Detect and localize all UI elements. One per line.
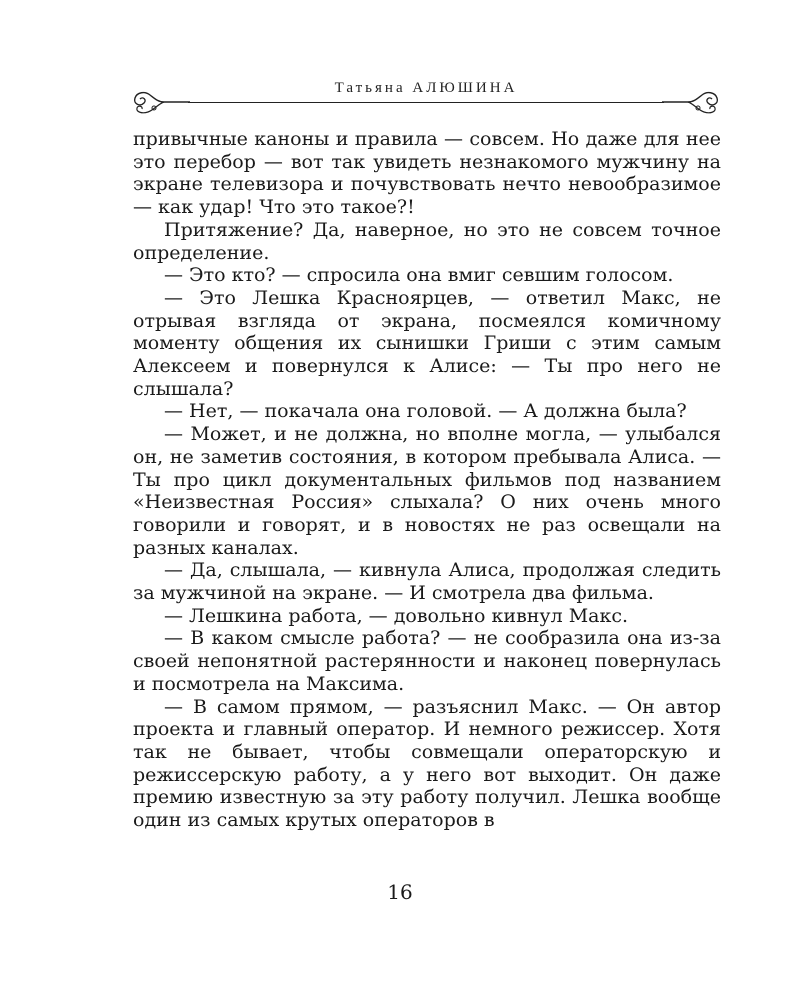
author-first-name: Татьяна xyxy=(334,80,406,96)
paragraph: — В самом прямом, — разъяснил Макс. — Он автор проекта и главный оператор. И немного режиссер. Хотя так не бывает, чтобы совмещали операторскую и режиссерскую работу, а у него вот выходит. Он даже премию известную за эту работу получил. Лешка вообще один из самых крутых операторов в xyxy=(133,695,721,832)
paragraph: Притяжение? Да, наверное, но это не совсем точное определение. xyxy=(133,218,721,264)
paragraph: — Нет, — покачала она головой. — А должна была? xyxy=(164,400,687,423)
page-number: 16 xyxy=(387,880,413,904)
paragraph: — Это Лешка Красноярцев, — ответил Макс, не отрывая взгляда от экрана, посмеялся комичному моменту общения их сынишки Гриши с этим самым Алексеем и повернулся к Алисе: — Ты про него не слышала? xyxy=(133,286,721,400)
paragraph: привычные каноны и правила — совсем. Но даже для нее это перебор — вот так увидеть незнакомого мужчину на экране телевизора и почувствовать нечто невообразимое — как удар! Что это такое?! xyxy=(133,128,721,219)
author-last-name: АЛЮШИНА xyxy=(412,80,518,96)
paragraph: — Может, и не должна, но вполне могла, — улыбался он, не заметив состояния, в котором пребывала Алиса. — Ты про цикл документальных фильмов под названием «Неизвестная Россия» слыхала? О них очень много говорили и говорят, и в новостях не раз освещали на разных каналах. xyxy=(133,423,721,559)
body-text xyxy=(133,128,721,832)
ornament-flourish-right-icon xyxy=(660,88,724,118)
header-title xyxy=(128,80,724,97)
paragraph: — Это кто? — спросила она вмиг севшим голосом. xyxy=(164,264,674,287)
paragraph: — Лешкина работа, — довольно кивнул Макс. xyxy=(164,604,629,627)
paragraph: — Да, слышала, — кивнула Алиса, продолжая следить за мужчиной на экране. — И смотрела два фильма. xyxy=(133,559,721,605)
header-rule xyxy=(188,102,664,103)
running-header xyxy=(128,76,724,116)
paragraph: — В каком смысле работа? — не сообразила она из-за своей непонятной растерянности и наконец повернулась и посмотрела на Максима. xyxy=(133,627,721,695)
